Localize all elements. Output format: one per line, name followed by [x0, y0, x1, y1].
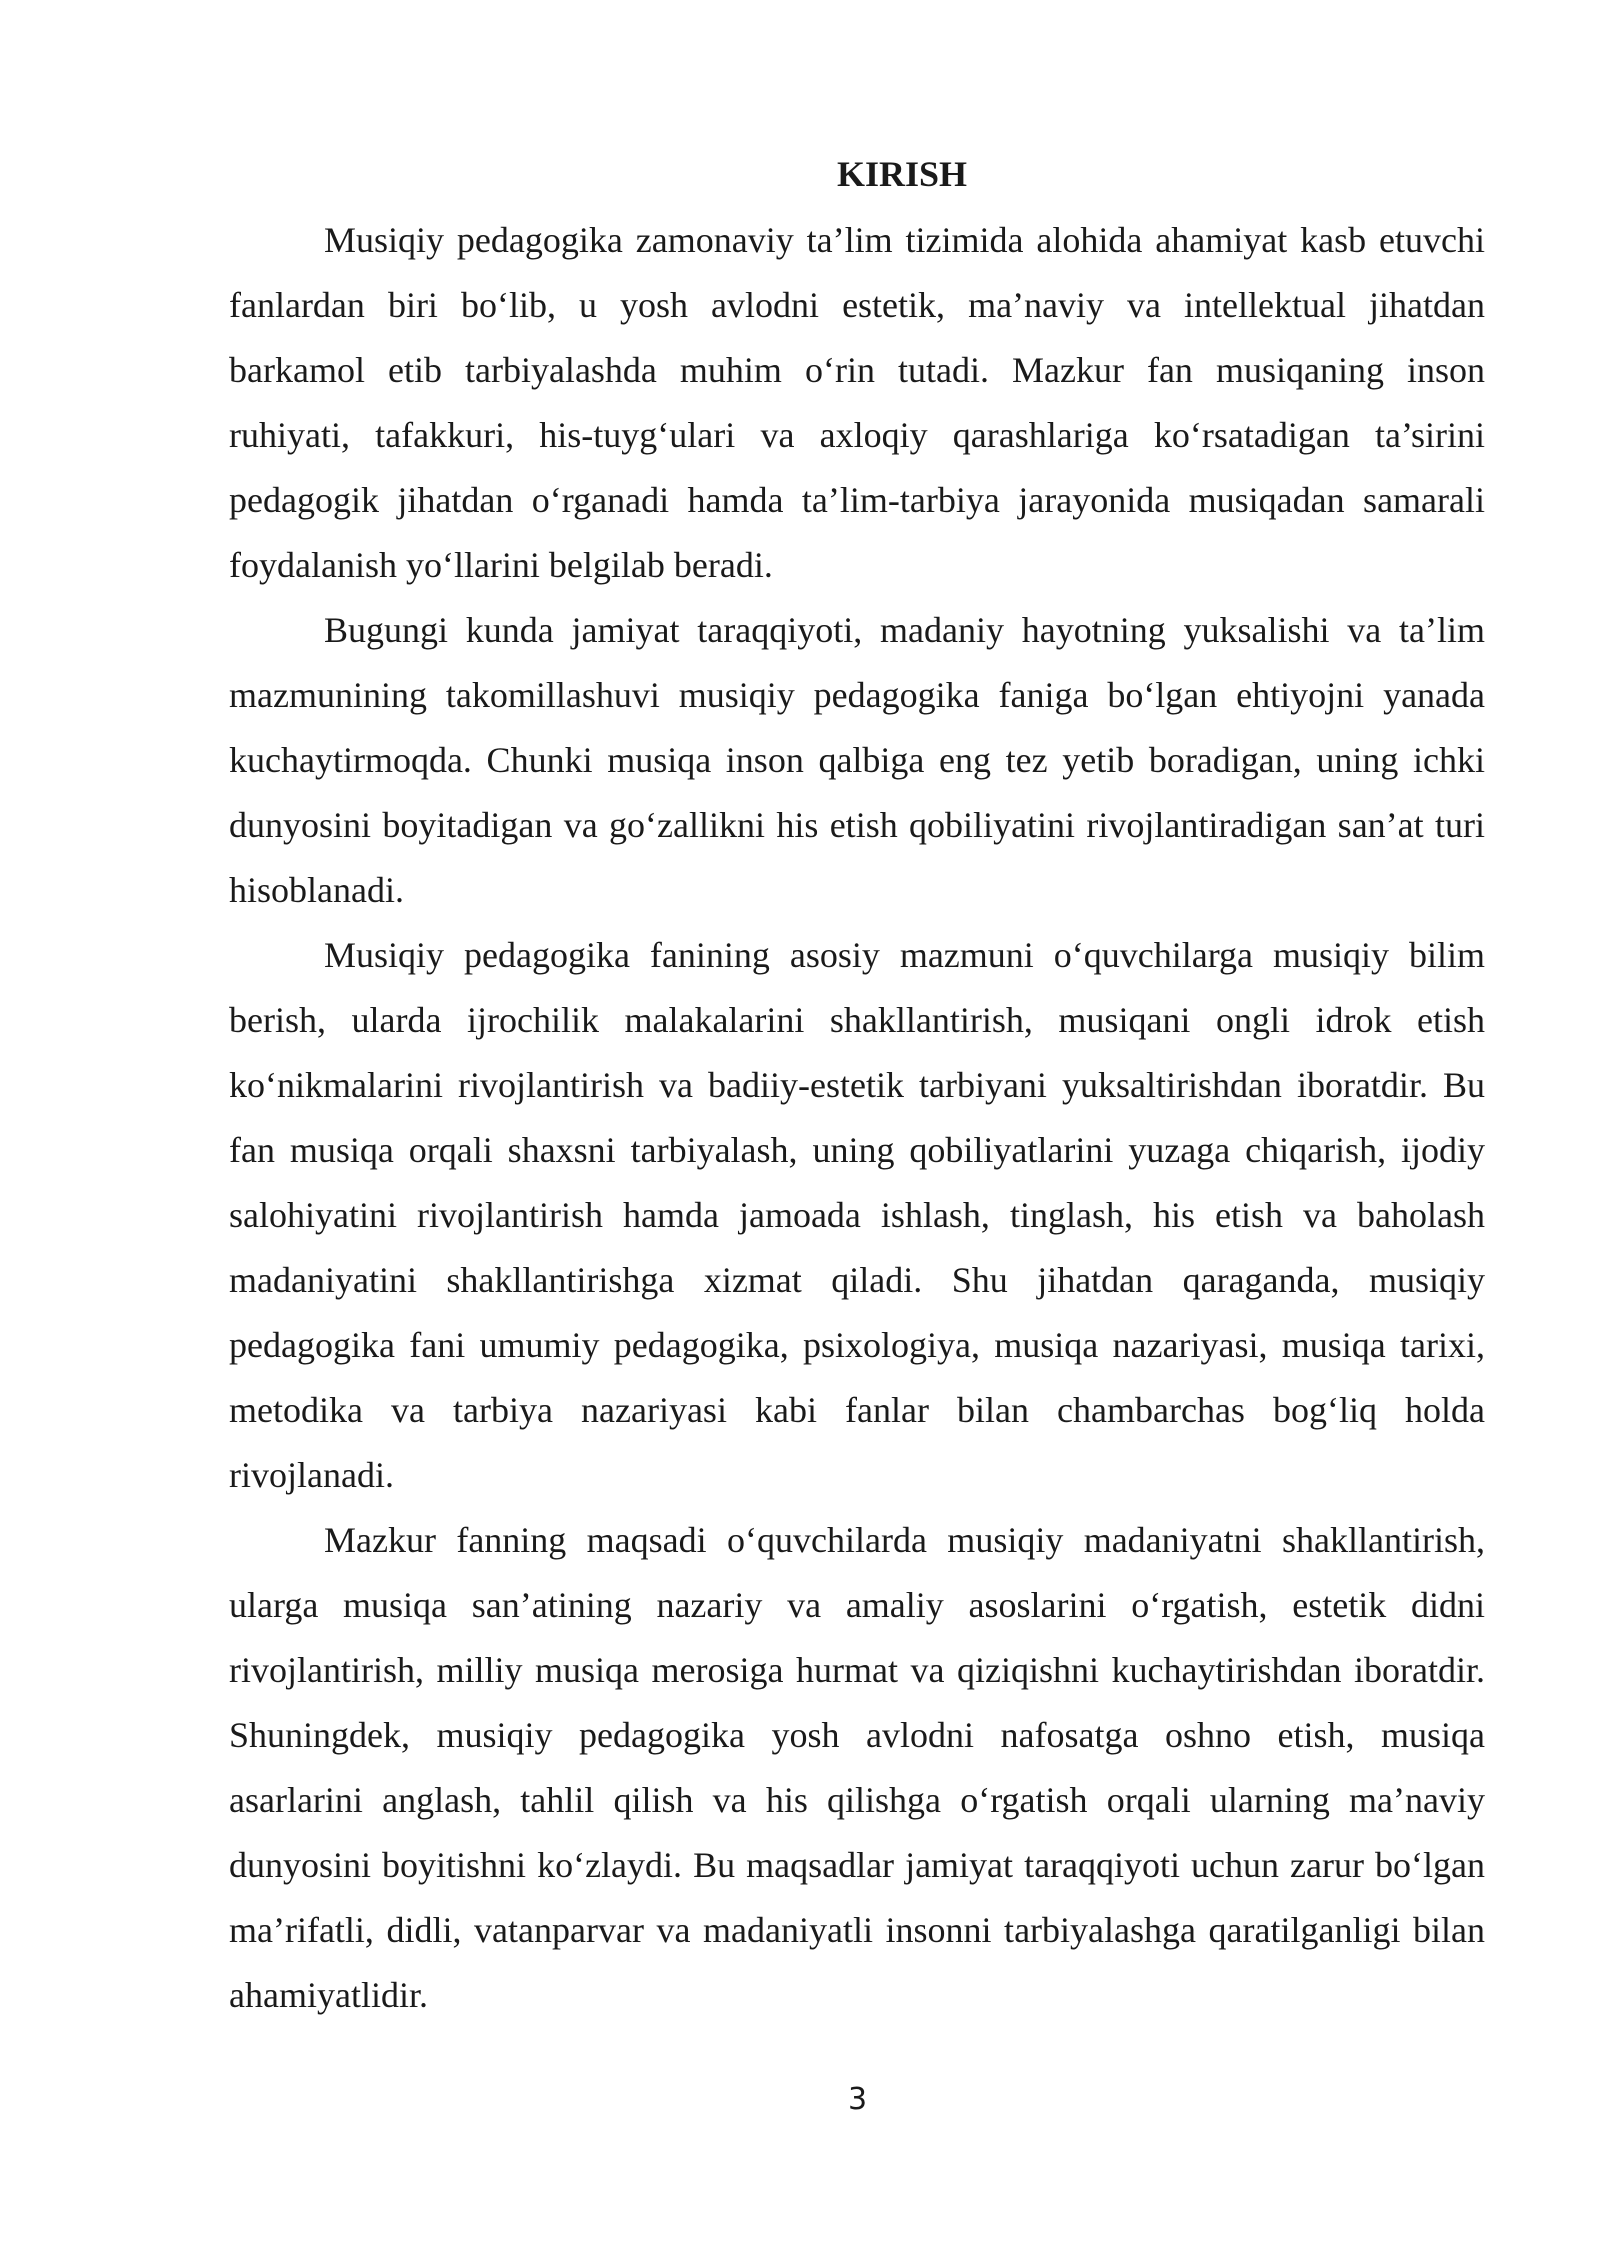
paragraph-1: Musiqiy pedagogika zamonaviy ta’lim tizimida alohida ahamiyat kasb etuvchi fanlardan biri bo‘lib, u yosh avlodni estetik, ma’naviy va intellektual jihatdan barkamol etib tarbiyalashda muhim o‘rin tutadi. Mazkur fan musiqaning inson ruhiyati, tafakkuri, his-tuyg‘ulari va axloqiy qarashlariga ko‘rsatadigan ta’sirini pedagogik jihatdan o‘rganadi hamda ta’lim-tarbiya jarayonida musiqadan samarali foydalanish yo‘llarini belgilab beradi.	[229, 220, 1485, 585]
page-number: 3	[847, 2082, 868, 2117]
section-title: KIRISH	[836, 154, 968, 194]
paragraph-3: Musiqiy pedagogika fanining asosiy mazmuni o‘quvchilarga musiqiy bilim berish, ularda ijrochilik malakalarini shakllantirish, musiqani ongli idrok etish ko‘nikmalarini rivojlantirish va badiiy-estetik tarbiyani yuksaltirishdan iboratdir. Bu fan musiqa orqali shaxsni tarbiyalash, uning qobiliyatlarini yuzaga chiqarish, ijodiy salohiyatini rivojlantirish hamda jamoada ishlash, tinglash, his etish va baholash madaniyatini shakllantirishga xizmat qiladi. Shu jihatdan qaraganda, musiqiy pedagogika fani umumiy pedagogika, psixologiya, musiqa nazariyasi, musiqa tarixi, metodika va tarbiya nazariyasi kabi fanlar bilan chambarchas bog‘liq holda rivojlanadi.	[229, 935, 1485, 1495]
paragraph-4: Mazkur fanning maqsadi o‘quvchilarda musiqiy madaniyatni shakllantirish, ularga musiqa san’atining nazariy va amaliy asoslarini o‘rgatish, estetik didni rivojlantirish, milliy musiqa merosiga hurmat va qiziqishni kuchaytirishdan iboratdir. Shuningdek, musiqiy pedagogika yosh avlodni nafosatga oshno etish, musiqa asarlarini anglash, tahlil qilish va his qilishga o‘rgatish orqali ularning ma’naviy dunyosini boyitishni ko‘zlaydi. Bu maqsadlar jamiyat taraqqiyoti uchun zarur bo‘lgan ma’rifatli, didli, vatanparvar va madaniyatli insonni tarbiyalashga qaratilganligi bilan ahamiyatlidir.	[229, 1520, 1485, 2015]
paragraph-2: Bugungi kunda jamiyat taraqqiyoti, madaniy hayotning yuksalishi va ta’lim mazmunining takomillashuvi musiqiy pedagogika faniga bo‘lgan ehtiyojni yanada kuchaytirmoqda. Chunki musiqa inson qalbiga eng tez yetib boradigan, uning ichki dunyosini boyitadigan va go‘zallikni his etish qobiliyatini rivojlantiradigan san’at turi hisoblanadi.	[229, 610, 1485, 910]
page-body	[229, 148, 1485, 2028]
